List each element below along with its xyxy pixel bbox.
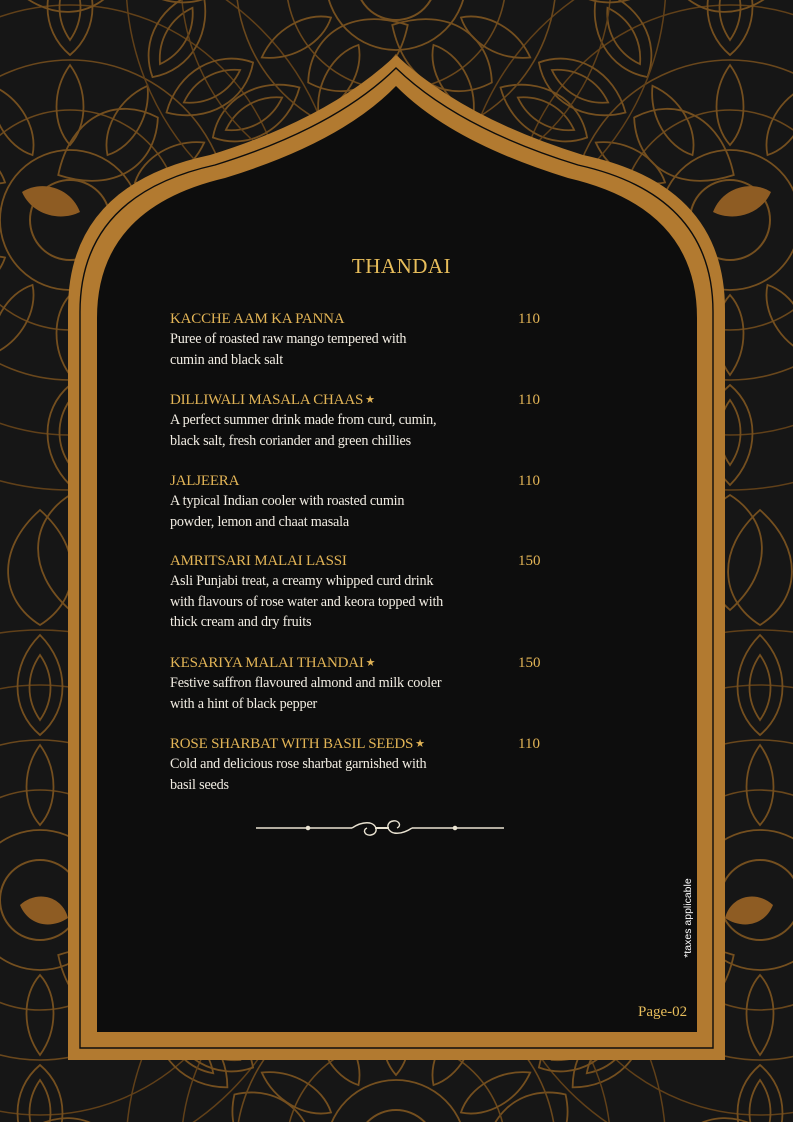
item-name: AMRITSARI MALAI LASSI (170, 553, 347, 569)
item-name: KACCHE AAM KA PANNA (170, 311, 345, 327)
item-description: Puree of roasted raw mango tempered with cumin and black salt (170, 331, 407, 368)
item-price: 110 (518, 736, 540, 752)
item-description: Festive saffron flavoured almond and milk cooler with a hint of black pepper (170, 675, 442, 712)
page-number: Page-02 (638, 1004, 688, 1020)
menu-item (170, 734, 550, 795)
item-description: Asli Punjabi treat, a creamy whipped curd drink with flavours of rose water and keora topped with thick cream and dry fruits (170, 573, 444, 630)
item-price: 150 (518, 655, 541, 671)
menu-item (170, 309, 550, 370)
taxes-note: *taxes applicable (682, 877, 694, 958)
star-icon: ★ (365, 394, 375, 406)
item-price: 110 (518, 473, 540, 489)
item-description: A typical Indian cooler with roasted cumin powder, lemon and chaat masala (170, 493, 405, 530)
item-name: JALJEERA (170, 473, 240, 489)
menu-item (170, 390, 550, 451)
item-price: 110 (518, 392, 540, 408)
item-price: 150 (518, 553, 541, 569)
item-name: DILLIWALI MASALA CHAAS ★ (170, 392, 375, 408)
star-icon: ★ (415, 738, 425, 750)
item-price: 110 (518, 311, 540, 327)
star-icon: ★ (365, 657, 376, 669)
item-name: ROSE SHARBAT WITH BASIL SEEDS ★ (170, 736, 425, 752)
menu-section-title: THANDAI (351, 254, 452, 278)
item-description: A perfect summer drink made from curd, cumin, black salt, fresh coriander and green chillies (170, 412, 437, 449)
item-name: KESARIYA MALAI THANDAI ★ (170, 655, 376, 671)
menu-item (170, 471, 550, 532)
menu-item (170, 551, 550, 633)
item-description: Cold and delicious rose sharbat garnished with basil seeds (170, 756, 427, 793)
menu-item (170, 653, 550, 714)
